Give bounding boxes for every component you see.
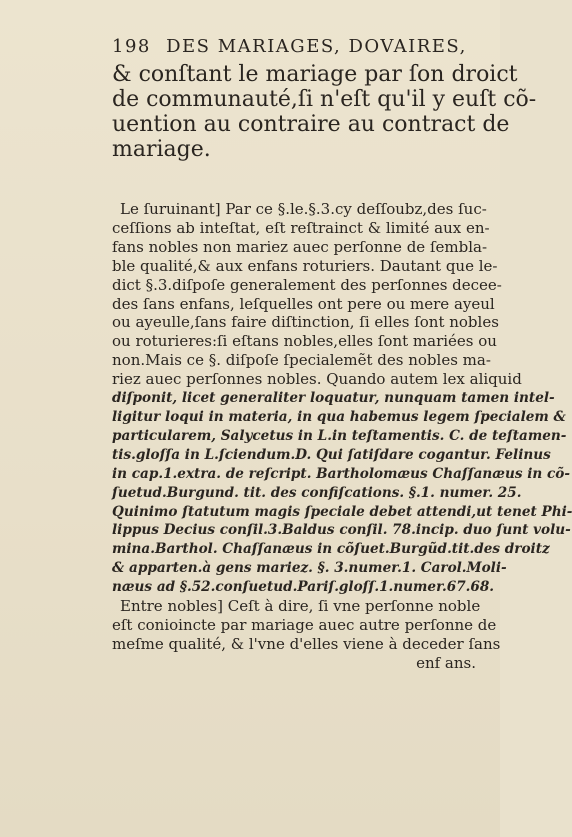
text-line: riez auec perſonnes nobles. Quando autem lex aliquid [112,370,522,389]
lead-paragraph [112,62,537,162]
latin-citation-line: lippus Decius conſil.3.Baldus conſil. 78.incip. duo ſunt volu- [112,522,571,539]
text-line: dict §.3.diſpoſe generalement des perſonnes decee- [112,275,502,294]
text-line: meſme qualité, & l'vne d'elles viene à deceder ſans [112,634,501,653]
latin-citation-line: particularem, Salycetus in L.in teſtamentis. C. de teſtamen- [112,427,567,444]
text-line: ou ayeulle,ſans faire diſtinction, ſi elles ſont nobles [112,313,499,332]
text-line: des ſans enfans, leſquelles ont pere ou mere ayeul [112,294,495,313]
latin-citation-line: næus ad §.52.conſuetud.Pariſ.gloſſ.1.numer.67.68. [112,579,495,596]
commentary-body [112,200,572,673]
text-line: fans nobles non mariez auec perſonne de ſembla- [112,237,488,256]
latin-citation-line: Quinimo ſtatutum magis ſpeciale debet attendi,ut tenet Phi- [112,503,572,520]
running-header [112,36,484,57]
text-line: uention au contraire au contract de [112,112,510,137]
latin-citation-line: in cap.1.extra. de reſcript. Bartholomæus Chaſſanæus in cõ- [112,465,570,482]
text-line: mariage. [112,137,211,162]
latin-citation-line: ſuetud.Burgund. tit. des confiſcations. §.1. numer. 25. [112,484,522,501]
running-title: DES MARIAGES, DOVAIRES, [166,36,467,57]
text-line: non.Mais ce §. diſpoſe ſpecialemẽt des nobles ma- [112,351,491,370]
latin-citation-line: tis.gloſſa in L.ſciendum.D. Qui ſatiſdare cogantur. Felinus [112,446,551,463]
text-line: ou roturieres:ſi eſtans nobles,elles ſont mariées ou [112,332,497,351]
text-line: & conſtant le mariage par ſon droict [112,62,518,87]
latin-citation-line: ligitur loqui in materia, in qua habemus legem ſpecialem & [112,408,566,425]
text-line: ble qualité,& aux enfans roturiers. Dautant que le- [112,256,498,275]
latin-citation-line: diſponit, licet generaliter loquatur, nunquam tamen intel- [112,390,555,407]
text-line: ceſſions ab inteſtat, eſt reſtrainct & limité aux en- [112,218,490,237]
page-number: 198 [112,36,151,57]
text-line: eſt conioincte par mariage auec autre perſonne de [112,615,497,634]
latin-citation-line: & apparten.à gens mariez. §. 3.numer.1. Carol.Moli- [112,560,507,577]
latin-citation-line: mina.Barthol. Chaſſanæus in cõſuet.Burgũd.tit.des droitz [112,541,550,558]
text-line: Entre nobles] Ceſt à dire, ſi vne perſonne noble [120,597,481,616]
text-line: de communauté,ſi n'eſt qu'il y euſt cõ- [112,87,537,112]
text-line: enf ans. [416,653,476,672]
text-line: Le ſuruinant] Par ce §.le.§.3.cy deſſoubz,des ſuc- [120,200,487,218]
